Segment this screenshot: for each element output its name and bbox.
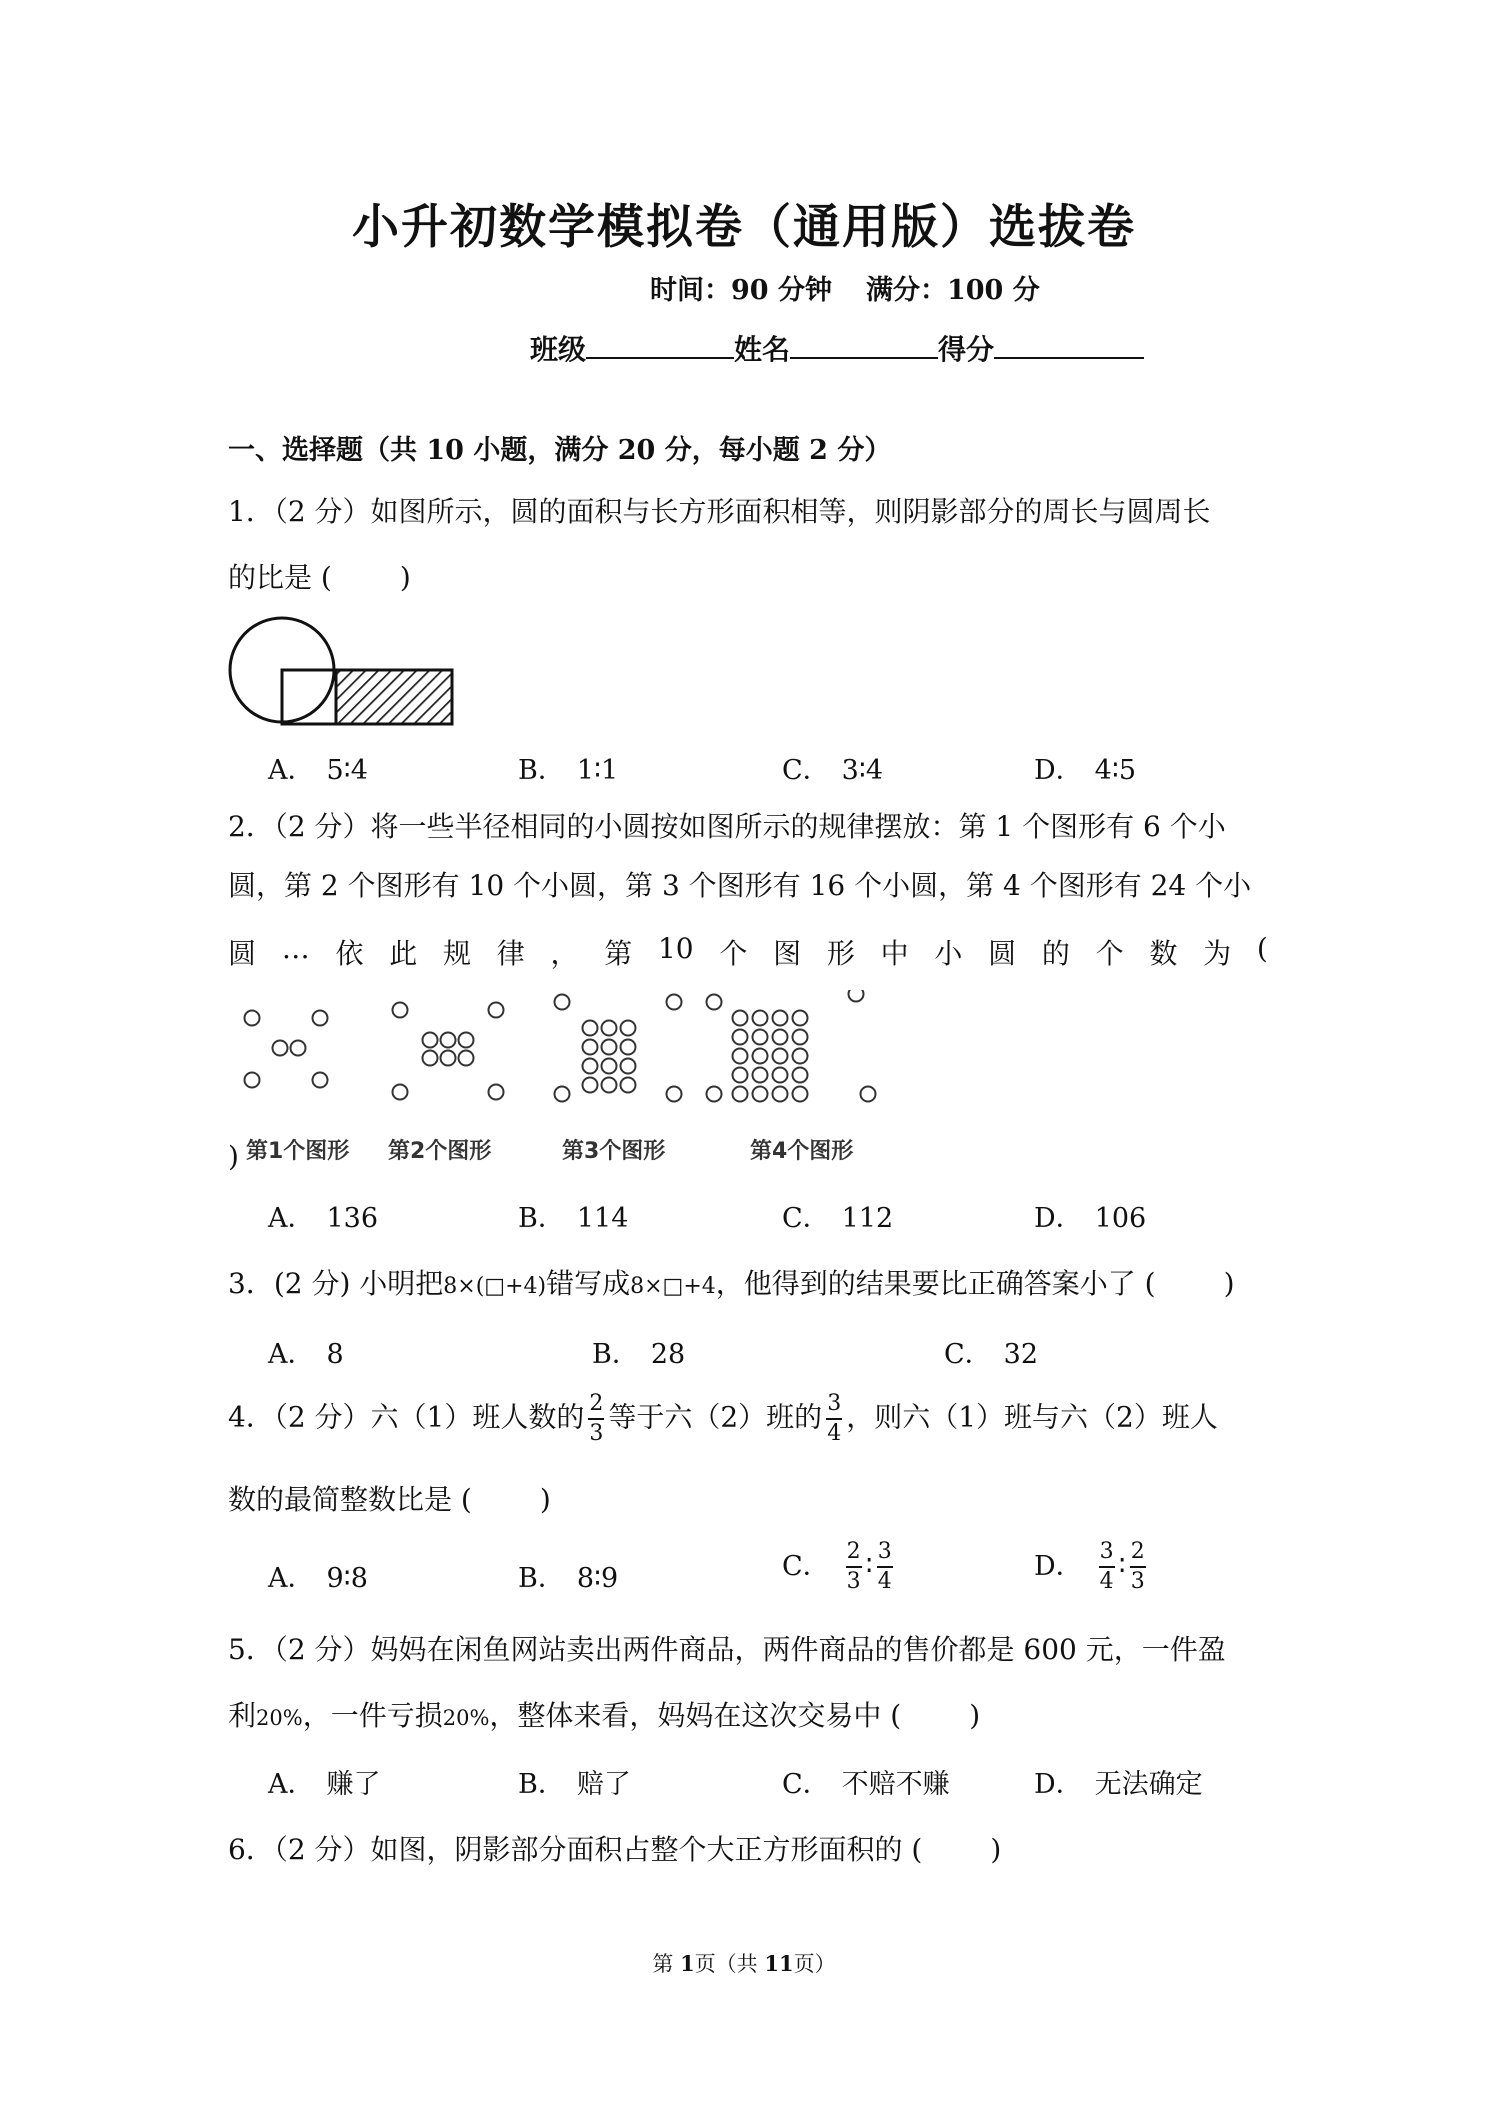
q2-close-paren: ) [228,1140,239,1173]
q2-line2: 圆，第 2 个图形有 10 个小圆，第 3 个图形有 16 个小圆，第 4 个图形有 24 个小 [228,869,1252,902]
q2-line3: 圆 … 依 此 规 律 ， 第 10 个 图 形 中 小 圆 的 个 数 为 ( [228,932,1268,970]
small-circle [621,1021,636,1036]
q5-option-c[interactable]: C． 不赔不赚 [782,1769,950,1800]
small-circle [861,1087,876,1102]
small-circle [291,1041,306,1056]
small-circle [793,1011,808,1026]
small-circle [707,1087,722,1102]
q1-option-c[interactable]: C． 3∶4 [782,755,884,786]
small-circle [733,1011,748,1026]
exam-meta [650,268,1040,307]
q3-option-a[interactable]: A． 8 [268,1339,344,1370]
q2-option-d[interactable]: D． 106 [1034,1203,1147,1234]
small-circle [793,1049,808,1064]
small-circle [753,1030,768,1045]
q6-line1: 6．（2 分）如图，阴影部分面积占整个大正方形面积的 ( ) [228,1833,1002,1866]
small-circle [753,1011,768,1026]
small-circle [621,1059,636,1074]
q2-line1: 2．（2 分）将一些半径相同的小圆按如图所示的规律摆放：第 1 个图形有 6 个小 [228,810,1226,843]
q3-option-c[interactable]: C． 32 [944,1339,1039,1370]
q4-option-d[interactable]: D． $\frac{3}{4}$ ∶ $\frac{2}{3}$ [1034,1539,1145,1594]
small-circle [849,990,864,1002]
q5-option-b[interactable]: B． 赔了 [518,1769,631,1800]
q2-circle-patterns [228,990,908,1120]
current-page: 1 [680,1951,695,1976]
small-circle [602,1021,617,1036]
figure-caption-3: 第3个图形 [562,1139,666,1164]
small-circle [773,1068,788,1083]
small-circle [459,1033,474,1048]
name-label: 姓名 [734,333,791,366]
small-circle [753,1068,768,1083]
q1-figure [228,616,458,728]
figure-caption-1: 第1个图形 [246,1139,350,1164]
q4-line2: 数的最简整数比是 ( ) [228,1483,551,1516]
small-circle [733,1049,748,1064]
small-circle [459,1051,474,1066]
small-circle [733,1030,748,1045]
full-score: 满分：100 分 [865,275,1040,306]
small-circle [245,1073,260,1088]
small-circle [423,1033,438,1048]
small-circle [793,1068,808,1083]
q2-option-c[interactable]: C． 112 [782,1203,894,1234]
small-circle [773,1049,788,1064]
q2-option-b[interactable]: B． 114 [518,1203,629,1234]
fraction-two-thirds: $\frac{2}{3}$ [589,1391,604,1446]
q4-option-b[interactable]: B． 8∶9 [518,1563,619,1594]
q1-line1: 1．（2 分）如图所示，圆的面积与长方形面积相等，则阴影部分的周长与圆周长 [228,495,1211,528]
small-circle [393,1003,408,1018]
q1-option-d[interactable]: D． 4∶5 [1034,755,1137,786]
q5-option-d[interactable]: D． 无法确定 [1034,1769,1203,1800]
small-circle [753,1049,768,1064]
small-circle [793,1030,808,1045]
small-circle [733,1068,748,1083]
small-circle [555,1087,570,1102]
section-heading: 一、选择题（共 10 小题，满分 20 分，每小题 2 分） [228,435,892,466]
small-circle [441,1033,456,1048]
small-circle [621,1078,636,1093]
q1-line2: 的比是 ( ) [228,561,411,594]
small-circle [423,1051,438,1066]
figure-caption-2: 第2个图形 [388,1139,492,1164]
small-circle [602,1078,617,1093]
small-circle [753,1087,768,1102]
q3-line1: 3．(2 分) 小明把8×(□+4)错写成8×□+4，他得到的结果要比正确答案小了 ( ) [228,1267,1235,1300]
q3-wrong-expression: 8×□+4 [630,1274,716,1299]
student-info [530,328,1144,368]
q2-option-a[interactable]: A． 136 [268,1203,379,1234]
small-circle [489,1085,504,1100]
small-circle [393,1085,408,1100]
small-circle [602,1059,617,1074]
small-circle [707,995,722,1010]
small-circle [773,1011,788,1026]
q1-option-b[interactable]: B． 1∶1 [518,755,619,786]
q1-option-a[interactable]: A． 5∶4 [268,755,368,786]
small-circle [621,1040,636,1055]
small-circle [733,1087,748,1102]
q5-line1: 5．（2 分）妈妈在闲鱼网站卖出两件商品，两件商品的售价都是 600 元，一件盈 [228,1633,1226,1666]
q3-option-b[interactable]: B． 28 [592,1339,686,1370]
q4-line1: 4．（2 分）六（1）班人数的 $\frac{2}{3}$ 等于六（2）班的 $\frac{3}{4}$ ，则六（1）班与六（2）班人 [228,1391,1218,1446]
small-circle [313,1011,328,1026]
small-circle [602,1040,617,1055]
q5-option-a[interactable]: A． 赚了 [268,1769,381,1800]
small-circle [773,1087,788,1102]
total-pages: 11 [764,1951,794,1976]
small-circle [583,1059,598,1074]
small-circle [555,995,570,1010]
small-circle [667,1087,682,1102]
small-circle [793,1087,808,1102]
small-circle [441,1051,456,1066]
small-circle [583,1078,598,1093]
small-circle [583,1021,598,1036]
score-label: 得分 [938,333,995,366]
q3-correct-expression: 8×(□+4) [443,1274,547,1299]
small-circle [245,1011,260,1026]
class-label: 班级 [530,333,587,366]
q4-option-a[interactable]: A． 9∶8 [268,1563,368,1594]
small-circle [583,1040,598,1055]
score-blank[interactable] [994,329,1144,359]
page-title: 小升初数学模拟卷（通用版）选拔卷 [352,200,1136,255]
small-circle [667,995,682,1010]
q5-line2: 利20%，一件亏损20%，整体来看，妈妈在这次交易中 ( ) [228,1699,981,1732]
page-footer: 第 1页（共 11页） [652,1951,836,1976]
fraction-three-quarters: $\frac{3}{4}$ [827,1391,842,1446]
small-circle [313,1073,328,1088]
small-circle [773,1030,788,1045]
figure-caption-4: 第4个图形 [750,1139,854,1164]
time-limit: 时间：90 分钟 [650,275,832,306]
small-circle [273,1041,288,1056]
class-blank[interactable] [586,329,734,359]
q4-option-c[interactable]: C． $\frac{2}{3}$ ∶ $\frac{3}{4}$ [782,1539,892,1594]
name-blank[interactable] [790,329,938,359]
small-circle [489,1003,504,1018]
